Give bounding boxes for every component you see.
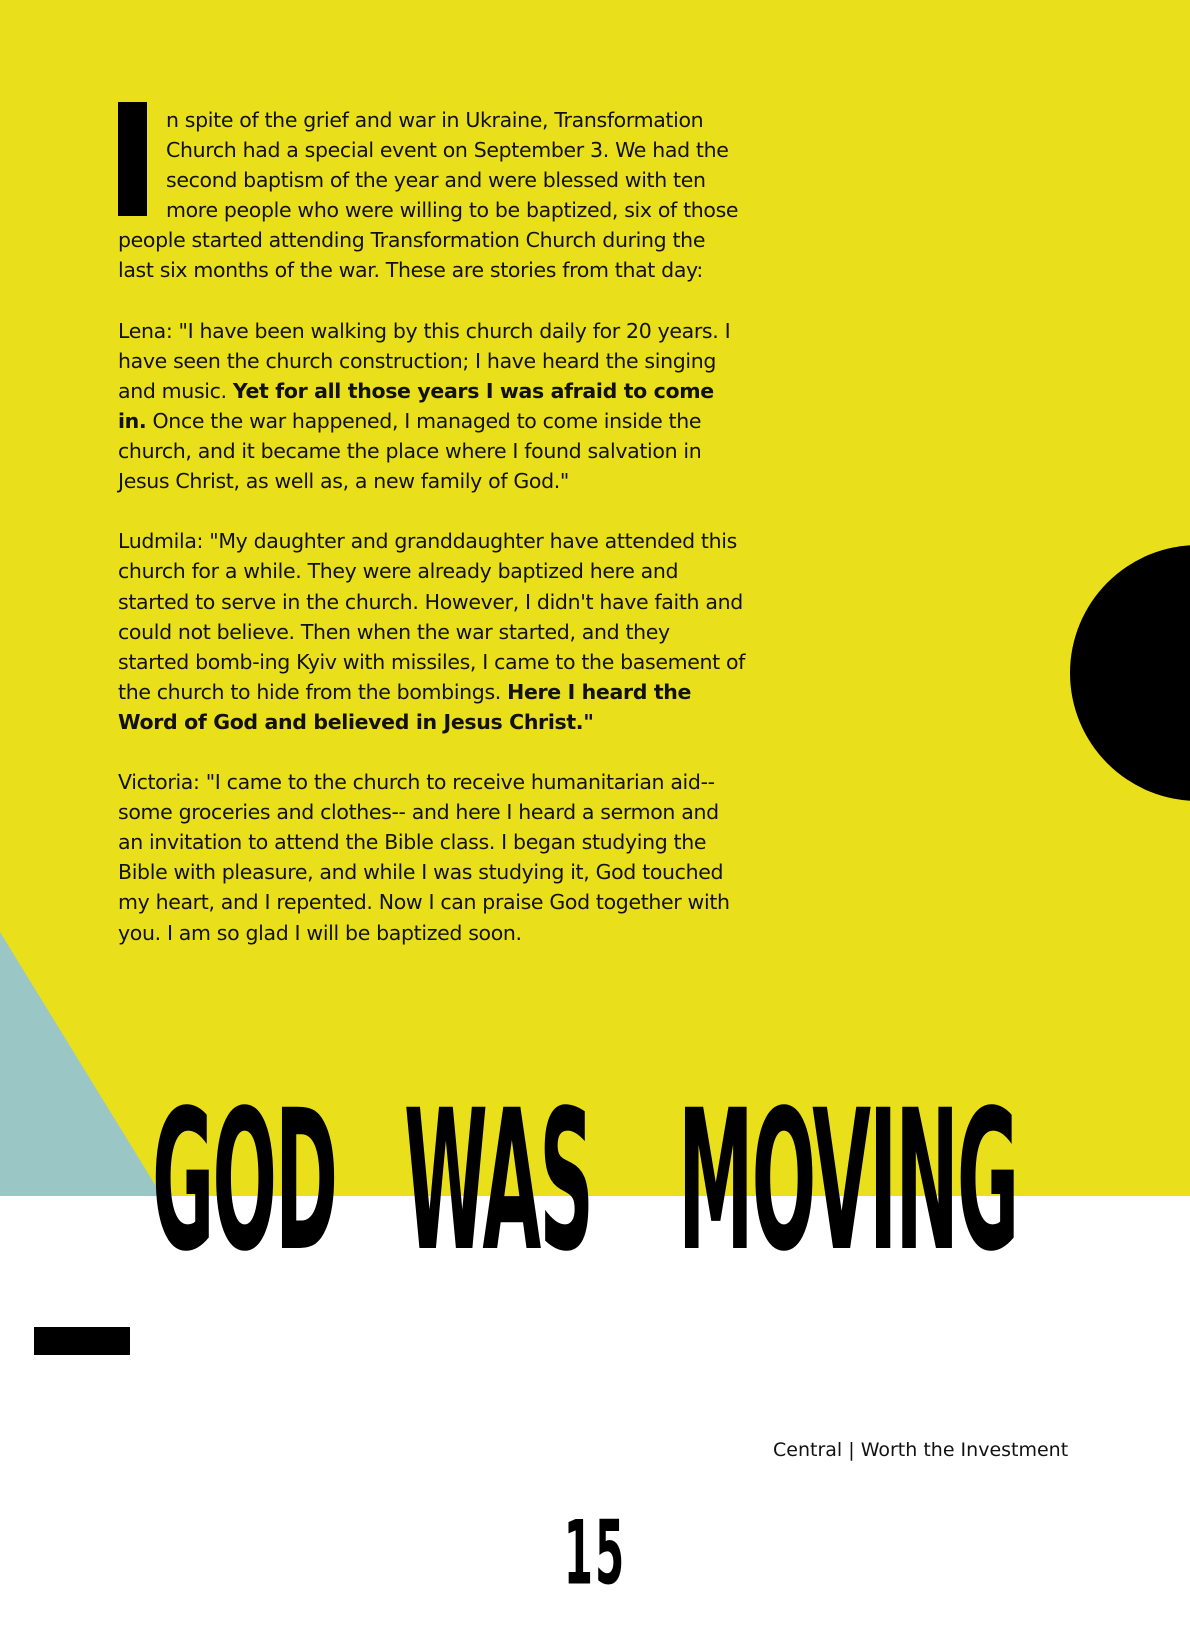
story-paragraph-ludmila	[118, 526, 746, 737]
headline	[152, 1067, 1098, 1424]
story-lena-continuation: Once the war happened, I managed to come inside the church, and it became the place where I found salvation in Jesus Christ, as well as, a new family of God."	[118, 408, 702, 494]
headline-word-was: WAS	[404, 1067, 592, 1294]
drop-cap-letter	[118, 102, 147, 216]
intro-text: n spite of the grief and war in Ukraine, Transformation Church had a special event on September 3. We had the second baptism of the year and were blessed with ten more people who were willing to be baptized, six of those people started attending Transformation Church during the last six months of the war. These are stories from that day:	[118, 108, 739, 283]
black-half-circle-decoration	[1070, 545, 1190, 801]
story-ludmila-emphasis: Here I heard the Word of God and believed in Jesus Christ."	[118, 679, 692, 734]
headline-word-god: GOD	[152, 1067, 337, 1294]
running-footer	[773, 1437, 1068, 1463]
intro-paragraph	[118, 105, 746, 286]
publication-name: Central	[773, 1439, 843, 1461]
drop-cap	[118, 102, 166, 222]
headline-dash	[34, 1327, 130, 1355]
story-victoria-text: Victoria: "I came to the church to receive humanitarian aid-- some groceries and clothes-- and here I heard a sermon and an invitation to attend the Bible class. I began studying the Bible with pleasure, and while I was studying it, God touched my heart, and I repented. Now I can praise God together with you. I am so glad I will be baptized soon.	[118, 770, 730, 945]
story-ludmila-text: Ludmila: "My daughter and granddaughter have attended this church for a while. They were already baptized here and started to serve in the church. However, I didn't have faith and could not believe. Then when the war started, and they started bomb-ing Kyiv with missiles, I came to the basement of the church to hide from the bombings.	[118, 529, 746, 704]
story-paragraph-victoria	[118, 767, 746, 948]
story-lena-text: Lena: "I have been walking by this church daily for 20 years. I have seen the church construction; I have heard the singing and music.	[118, 318, 731, 403]
page-number: 15	[563, 1501, 627, 1605]
story-paragraph-lena	[118, 316, 746, 497]
story-lena-emphasis: Yet for all those years I was afraid to come in.	[118, 378, 714, 433]
footer-separator: |	[848, 1439, 855, 1461]
headline-word-moving: MOVING	[678, 1067, 1018, 1294]
article-body	[118, 105, 746, 978]
section-name: Worth the Investment	[860, 1439, 1069, 1461]
